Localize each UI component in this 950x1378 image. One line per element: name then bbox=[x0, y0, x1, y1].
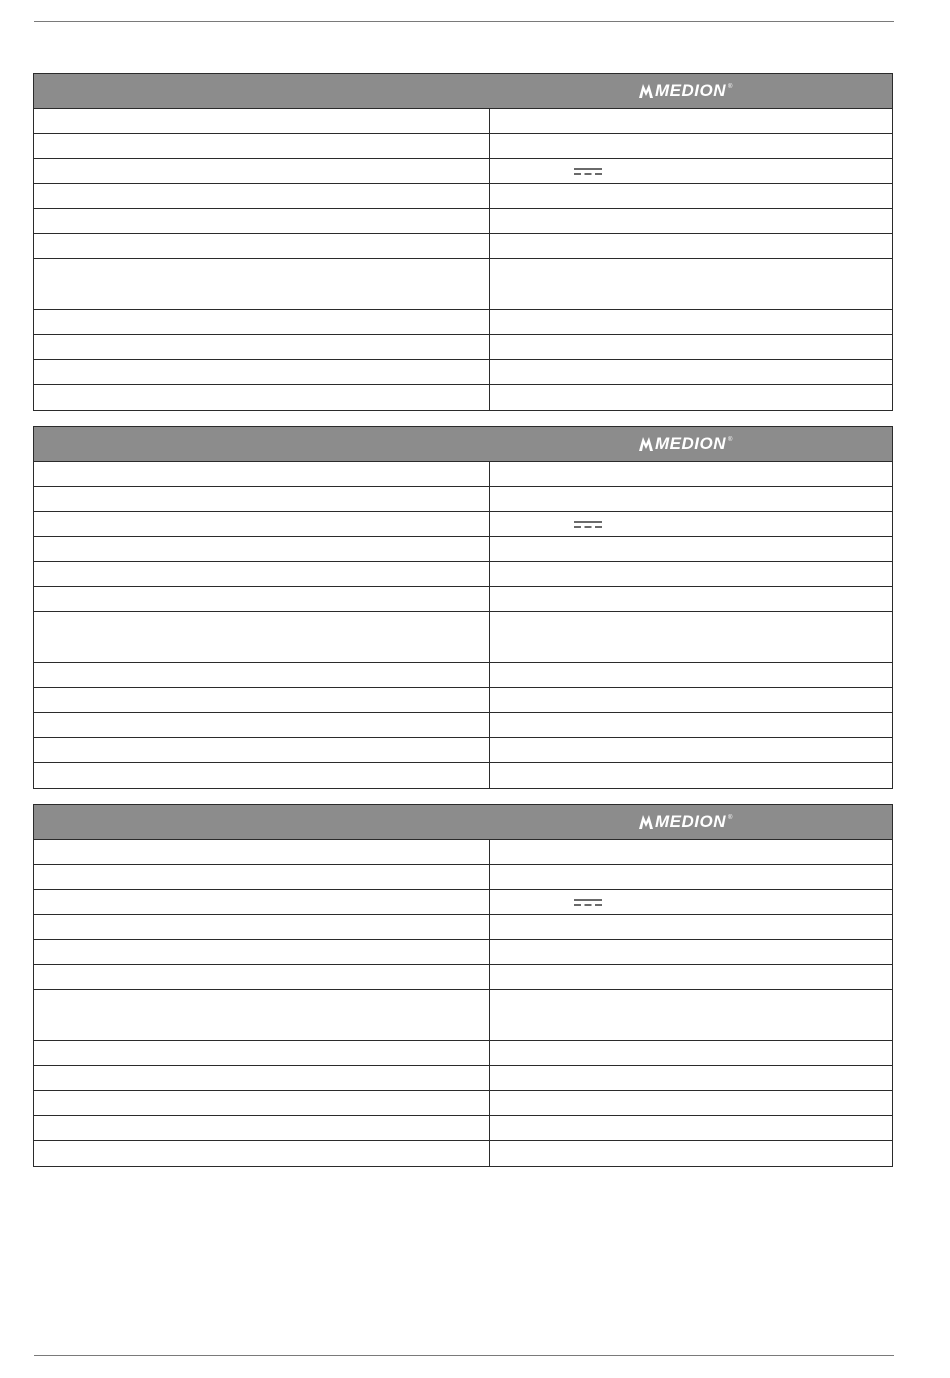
table-row bbox=[34, 840, 892, 865]
table-row bbox=[34, 890, 892, 915]
spec-value-cell bbox=[490, 1116, 892, 1140]
spec-value-cell bbox=[490, 234, 892, 258]
table-row bbox=[34, 335, 892, 360]
brand-logo bbox=[639, 812, 732, 832]
spec-label-cell bbox=[34, 310, 490, 334]
table-row bbox=[34, 1091, 892, 1116]
spec-table bbox=[33, 73, 893, 411]
table-row bbox=[34, 965, 892, 990]
spec-label-cell bbox=[34, 915, 490, 939]
spec-label-cell bbox=[34, 487, 490, 511]
table-row bbox=[34, 738, 892, 763]
spec-value-cell bbox=[490, 1141, 892, 1166]
table-row bbox=[34, 487, 892, 512]
spec-value-cell bbox=[490, 159, 892, 183]
medion-logo-icon bbox=[639, 84, 653, 98]
spec-label-cell bbox=[34, 209, 490, 233]
table-row bbox=[34, 713, 892, 738]
table-row bbox=[34, 259, 892, 310]
bottom-divider bbox=[34, 1355, 894, 1356]
table-header bbox=[34, 74, 892, 109]
spec-value-cell bbox=[490, 310, 892, 334]
spec-label-cell bbox=[34, 512, 490, 536]
spec-label-cell bbox=[34, 184, 490, 208]
spec-label-cell bbox=[34, 840, 490, 864]
spec-label-cell bbox=[34, 763, 490, 788]
spec-value-cell bbox=[490, 1041, 892, 1065]
spec-table bbox=[33, 804, 893, 1167]
table-row bbox=[34, 385, 892, 410]
spec-value-cell bbox=[490, 385, 892, 410]
spec-label-cell bbox=[34, 663, 490, 687]
table-row bbox=[34, 587, 892, 612]
spec-value-cell bbox=[490, 1066, 892, 1090]
brand-name: MEDION bbox=[655, 434, 726, 453]
spec-label-cell bbox=[34, 738, 490, 762]
table-row bbox=[34, 663, 892, 688]
table-row bbox=[34, 1041, 892, 1066]
spec-label-cell bbox=[34, 940, 490, 964]
registered-mark: ® bbox=[728, 815, 733, 821]
spec-label-cell bbox=[34, 537, 490, 561]
table-row bbox=[34, 763, 892, 788]
table-header bbox=[34, 427, 892, 462]
brand-logo bbox=[639, 434, 732, 454]
table-row bbox=[34, 537, 892, 562]
table-row bbox=[34, 915, 892, 940]
table-row bbox=[34, 1141, 892, 1166]
medion-logo-icon bbox=[639, 437, 653, 451]
spec-label-cell bbox=[34, 713, 490, 737]
table-row bbox=[34, 562, 892, 587]
table-row bbox=[34, 209, 892, 234]
spec-value-cell bbox=[490, 990, 892, 1040]
spec-label-cell bbox=[34, 159, 490, 183]
spec-value-cell bbox=[490, 360, 892, 384]
table-row bbox=[34, 184, 892, 209]
spec-value-cell bbox=[490, 612, 892, 662]
spec-value-cell bbox=[490, 840, 892, 864]
spec-label-cell bbox=[34, 109, 490, 133]
spec-label-cell bbox=[34, 562, 490, 586]
spec-value-cell bbox=[490, 688, 892, 712]
spec-label-cell bbox=[34, 1041, 490, 1065]
spec-label-cell bbox=[34, 1091, 490, 1115]
brand-logo bbox=[639, 81, 732, 101]
registered-mark: ® bbox=[728, 437, 733, 443]
table-row bbox=[34, 865, 892, 890]
table-row bbox=[34, 1116, 892, 1141]
spec-table bbox=[33, 426, 893, 789]
spec-value-cell bbox=[490, 462, 892, 486]
spec-value-cell bbox=[490, 965, 892, 989]
spec-label-cell bbox=[34, 1066, 490, 1090]
spec-value-cell bbox=[490, 763, 892, 788]
spec-value-cell bbox=[490, 940, 892, 964]
table-row bbox=[34, 109, 892, 134]
spec-label-cell bbox=[34, 134, 490, 158]
spec-value-cell bbox=[490, 738, 892, 762]
brand-name: MEDION bbox=[655, 812, 726, 831]
spec-label-cell bbox=[34, 360, 490, 384]
spec-value-cell bbox=[490, 865, 892, 889]
spec-value-cell bbox=[490, 134, 892, 158]
spec-label-cell bbox=[34, 890, 490, 914]
spec-label-cell bbox=[34, 688, 490, 712]
spec-label-cell bbox=[34, 990, 490, 1040]
medion-logo-icon bbox=[639, 815, 653, 829]
table-row bbox=[34, 134, 892, 159]
spec-label-cell bbox=[34, 865, 490, 889]
spec-value-cell bbox=[490, 1091, 892, 1115]
table-row bbox=[34, 1066, 892, 1091]
spec-value-cell bbox=[490, 915, 892, 939]
spec-label-cell bbox=[34, 587, 490, 611]
spec-value-cell bbox=[490, 512, 892, 536]
spec-label-cell bbox=[34, 1141, 490, 1166]
spec-label-cell bbox=[34, 612, 490, 662]
table-row bbox=[34, 940, 892, 965]
table-row bbox=[34, 360, 892, 385]
brand-name: MEDION bbox=[655, 81, 726, 100]
spec-value-cell bbox=[490, 184, 892, 208]
table-row bbox=[34, 159, 892, 184]
spec-label-cell bbox=[34, 1116, 490, 1140]
spec-label-cell bbox=[34, 462, 490, 486]
spec-value-cell bbox=[490, 335, 892, 359]
table-row bbox=[34, 512, 892, 537]
spec-value-cell bbox=[490, 713, 892, 737]
spec-label-cell bbox=[34, 259, 490, 309]
spec-value-cell bbox=[490, 890, 892, 914]
spec-value-cell bbox=[490, 562, 892, 586]
table-row bbox=[34, 234, 892, 259]
spec-value-cell bbox=[490, 109, 892, 133]
top-divider bbox=[34, 21, 894, 22]
spec-value-cell bbox=[490, 663, 892, 687]
spec-label-cell bbox=[34, 385, 490, 410]
spec-label-cell bbox=[34, 234, 490, 258]
spec-value-cell bbox=[490, 209, 892, 233]
table-row bbox=[34, 462, 892, 487]
dc-current-icon bbox=[574, 167, 602, 177]
spec-label-cell bbox=[34, 335, 490, 359]
dc-current-icon bbox=[574, 520, 602, 530]
table-row bbox=[34, 990, 892, 1041]
table-header bbox=[34, 805, 892, 840]
spec-label-cell bbox=[34, 965, 490, 989]
table-row bbox=[34, 688, 892, 713]
spec-value-cell bbox=[490, 587, 892, 611]
table-row bbox=[34, 612, 892, 663]
spec-value-cell bbox=[490, 259, 892, 309]
dc-current-icon bbox=[574, 898, 602, 908]
table-row bbox=[34, 310, 892, 335]
spec-value-cell bbox=[490, 537, 892, 561]
registered-mark: ® bbox=[728, 84, 733, 90]
spec-value-cell bbox=[490, 487, 892, 511]
